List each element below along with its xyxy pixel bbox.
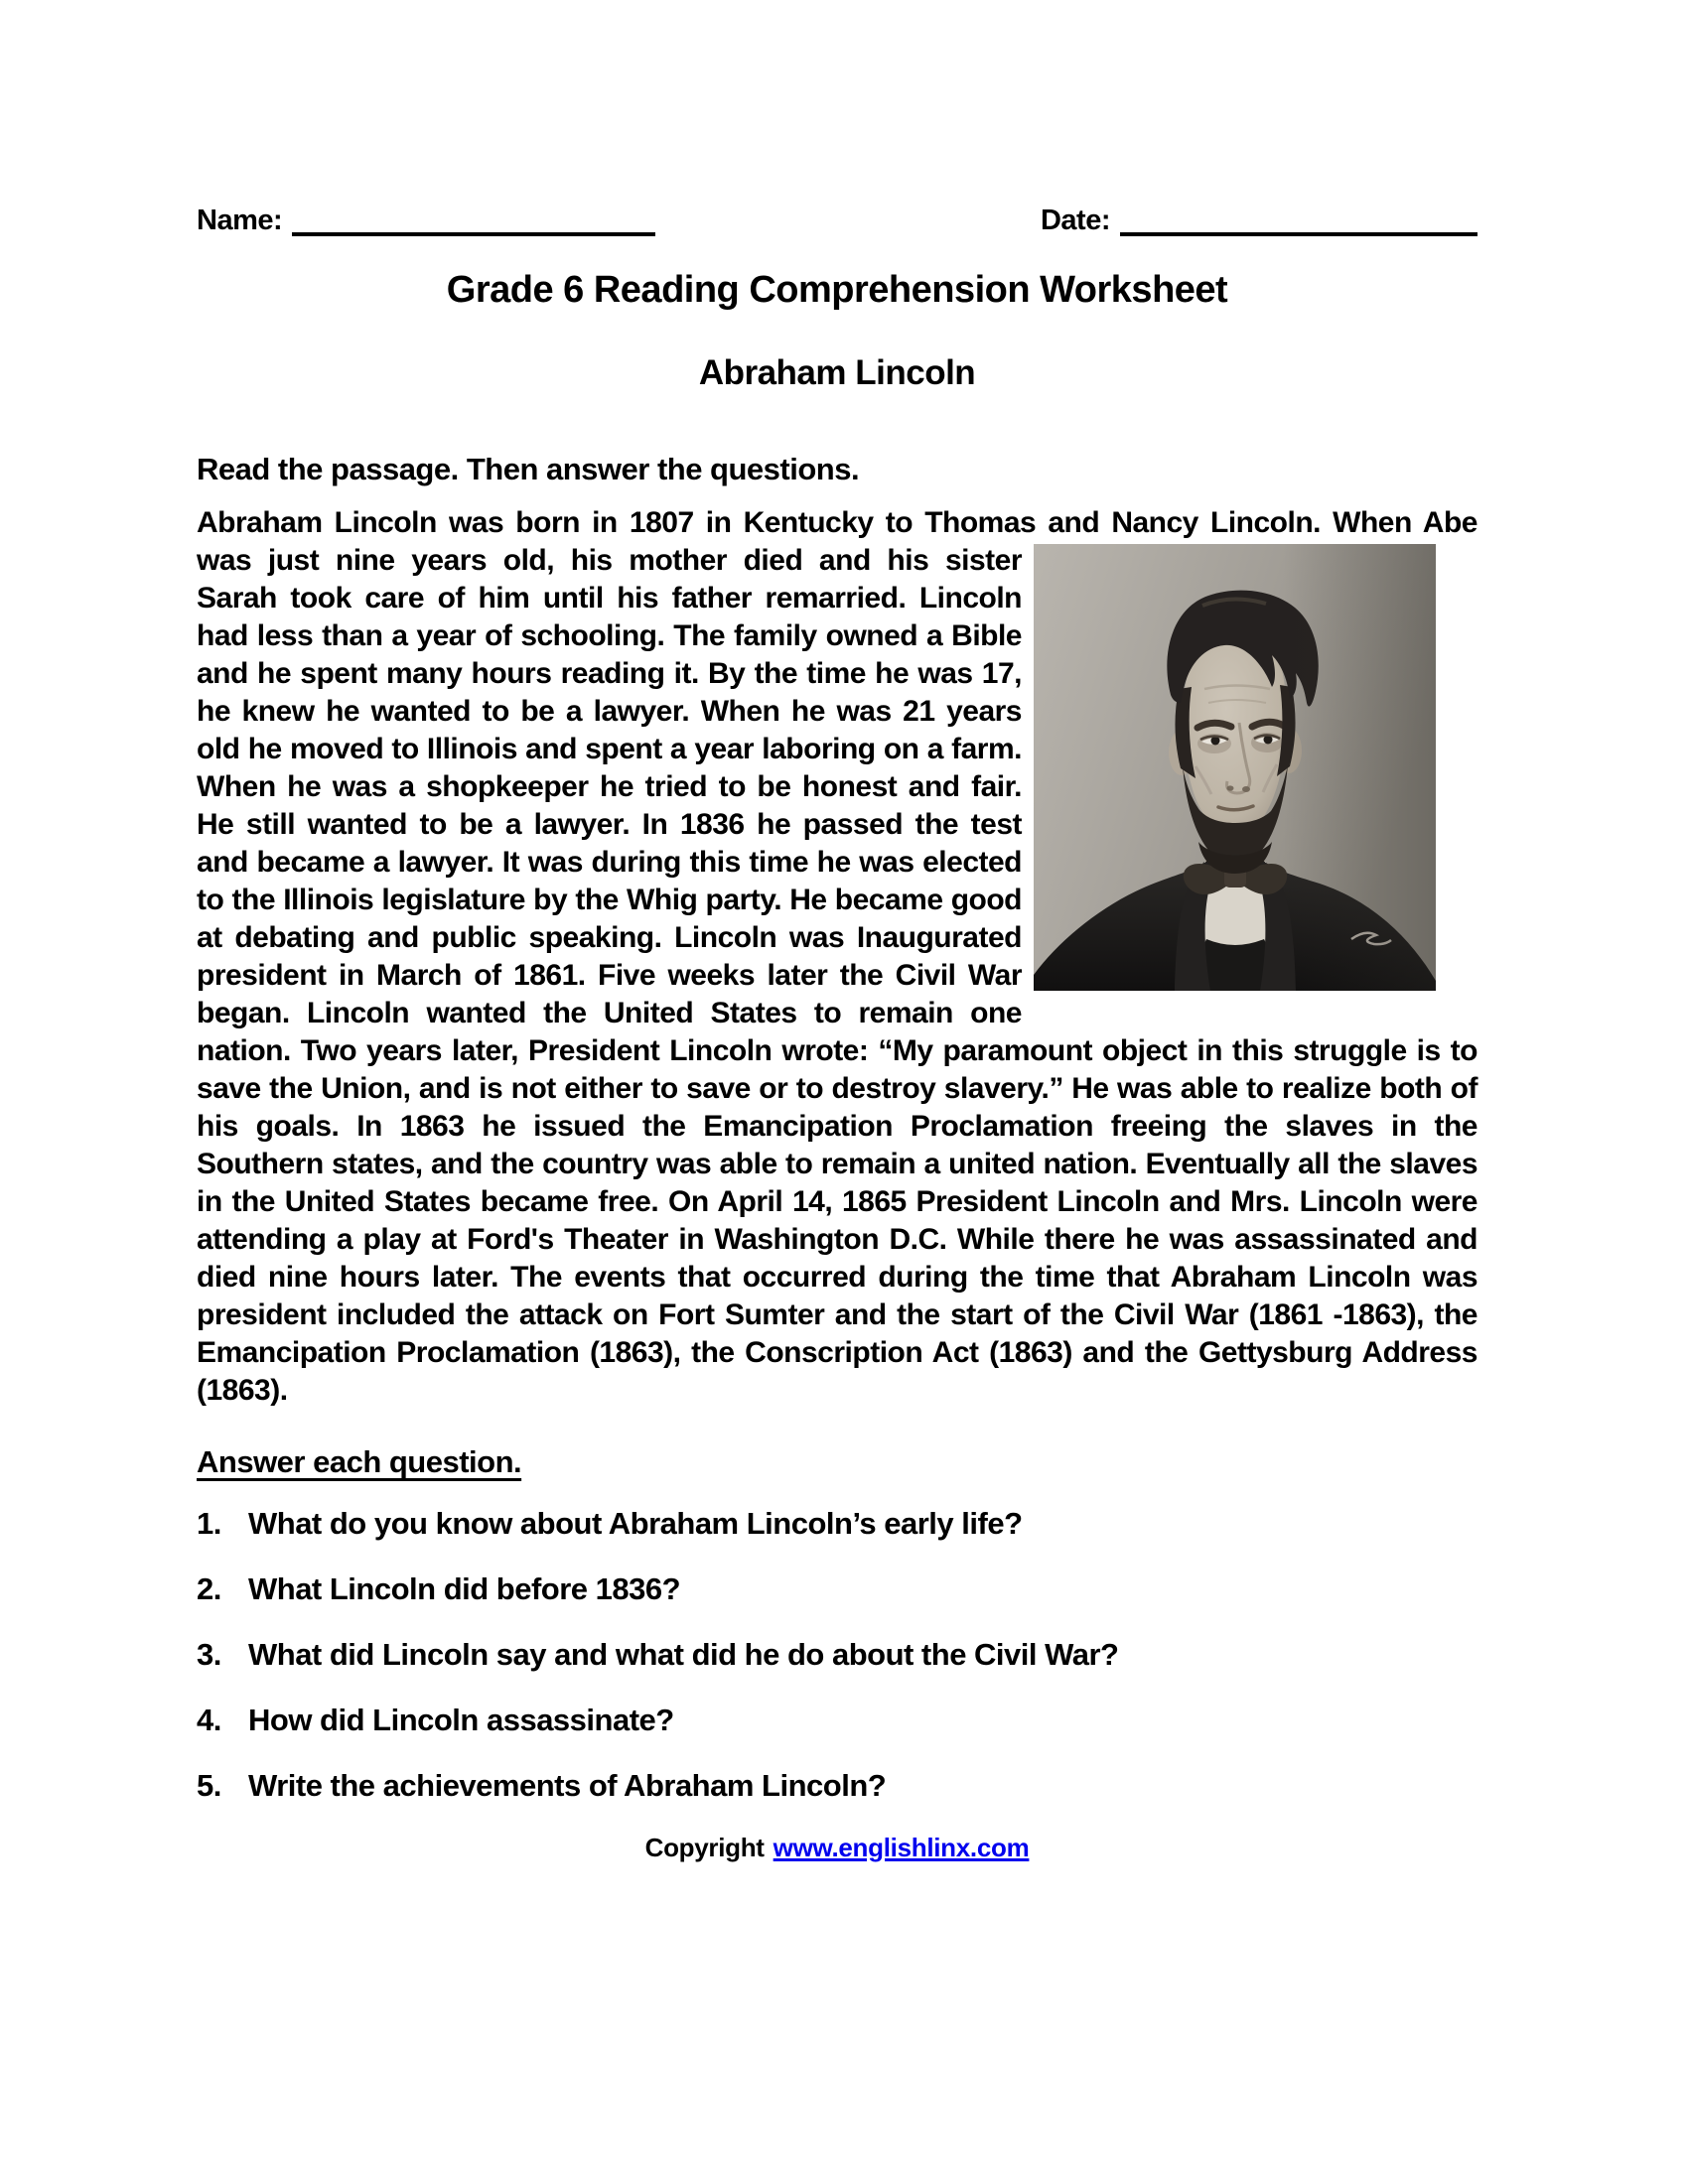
- instructions-text: Read the passage. Then answer the questions.: [197, 452, 860, 486]
- question-number: 3.: [197, 1637, 221, 1672]
- question-item-1: [197, 1505, 1477, 1543]
- question-number: 2.: [197, 1571, 221, 1606]
- question-text: How did Lincoln assassinate?: [248, 1703, 674, 1737]
- lincoln-portrait-image: [1034, 544, 1436, 991]
- question-item-2: [197, 1570, 1477, 1608]
- question-number: 5.: [197, 1768, 221, 1803]
- question-text: What do you know about Abraham Lincoln’s early life?: [248, 1506, 1023, 1541]
- passage-section: [197, 504, 1477, 1410]
- copyright-label: Copyright: [644, 1833, 765, 1862]
- date-label: Date:: [1040, 205, 1110, 236]
- passage-text: Abraham Lincoln was born in 1807 in Kentucky to Thomas and Nancy Lincoln. When Abe was just nine years old, his mother died and his sister Sarah took care of him until his father remarried. Lincoln had less than a year of schooling. The family owned a Bible and he spent many hours reading it. By the time he was 17, he knew he wanted to be a lawyer. When he was 21 years old he moved to Illinois and spent a year laboring on a farm. When he was a shopkeeper he tried to be honest and fair. He still wanted to be a lawyer. In 1836 he passed the test and became a lawyer. It was during this time he was elected to the Illinois legislature by the Whig party. He became good at debating and public speaking. Lincoln was Inaugurated president in March of 1861. Five weeks later the Civil War began. Lincoln wanted the United States to remain one nation. Two years later, President Lincoln wrote: “My paramount object in this struggle is to save the Union, and is not either to save or to destroy slavery.” He was able to realize both of his goals. In 1863 he issued the Emancipation Proclamation freeing the slaves in the Southern states, and the country was able to remain a united nation. Eventually all the slaves in the United States became free. On April 14, 1865 President Lincoln and Mrs. Lincoln were attending a play at Ford's Theater in Washington D.C. While there he was assassinated and died nine hours later. The events that occurred during the time that Abraham Lincoln was president included the attack on Fort Sumter and the start of the Civil War (1861 -1863), the Emancipation Proclamation (1863), the Conscription Act (1863) and the Gettysburg Address (1863).: [197, 506, 1477, 1407]
- date-blank-line[interactable]: [1120, 205, 1477, 236]
- question-item-4: [197, 1702, 1477, 1739]
- question-item-3: [197, 1636, 1477, 1674]
- lincoln-portrait: [1034, 544, 1436, 991]
- questions-list: [197, 1505, 1477, 1805]
- date-field: [1041, 205, 1477, 236]
- name-field: [197, 205, 655, 236]
- copyright-link[interactable]: www.englishlinx.com: [773, 1833, 1030, 1862]
- question-number: 4.: [197, 1703, 221, 1737]
- question-text: What Lincoln did before 1836?: [248, 1571, 681, 1606]
- questions-heading: Answer each question.: [197, 1444, 522, 1479]
- name-label: Name:: [197, 205, 283, 236]
- question-item-5: [197, 1767, 1477, 1805]
- question-text: Write the achievements of Abraham Lincoln?: [248, 1768, 887, 1803]
- name-date-row: [197, 205, 1477, 236]
- question-text: What did Lincoln say and what did he do about the Civil War?: [248, 1637, 1119, 1672]
- page-title: Grade 6 Reading Comprehension Worksheet: [446, 269, 1228, 311]
- footer: [197, 1833, 1477, 1863]
- passage-title: Abraham Lincoln: [698, 353, 976, 392]
- name-blank-line[interactable]: [292, 205, 655, 236]
- question-number: 1.: [197, 1506, 221, 1541]
